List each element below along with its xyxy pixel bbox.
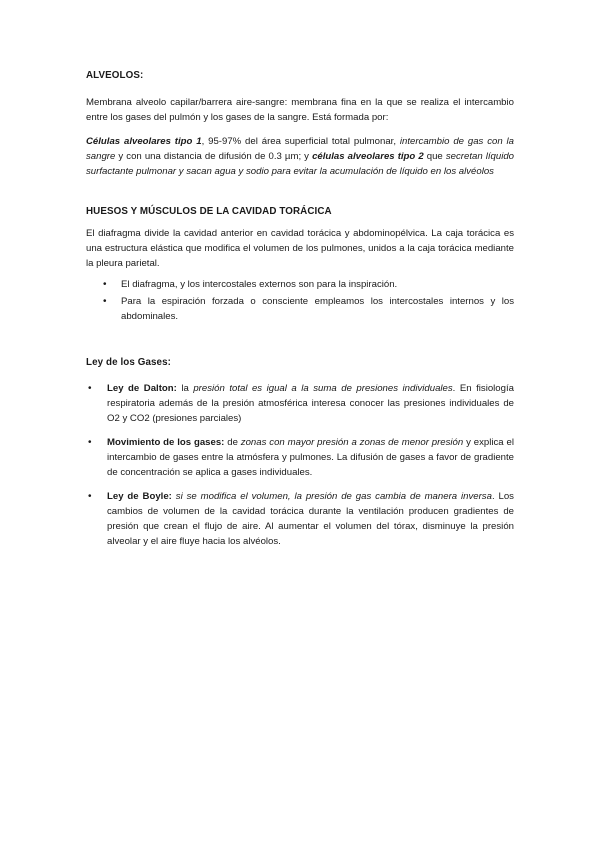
cell-type-1-term: Células alveolares tipo 1 — [86, 136, 202, 147]
ley-boyle-italic: si se modifica el volumen, la presión de gas cambia de manera inversa — [175, 491, 492, 502]
ley-dalton-text-c: . En fisiología respiratoria además de la presión atmosférica interesa conocer las presiones individuales de O2 y CO2 (presiones parciales) — [107, 383, 514, 424]
huesos-heading: HUESOS Y MÚSCULOS DE LA CAVIDAD TORÁCICA — [86, 206, 332, 217]
alveolos-p2-italic-2: secretan líquido surfactante pulmonar y sacan agua y sodio para evitar la acumulación de líquido en los alvéolos — [86, 151, 515, 177]
alveolos-paragraph-2 — [86, 134, 514, 179]
section-ley-gases — [86, 355, 514, 549]
list-item-movimiento-gases — [86, 435, 514, 480]
ley-dalton-text-a: la — [176, 383, 194, 394]
bullet-icon: • — [88, 383, 92, 394]
list-item-text: Para la espiración forzada o consciente empleamos los intercostales internos y los abdominales. — [121, 296, 514, 322]
list-item — [86, 277, 514, 292]
huesos-paragraph: El diafragma divide la cavidad anterior en cavidad torácica y abdominopélvica. La caja torácica es una estructura elástica que modifica el volumen de los pulmones, unidos a la caja torácica mediante la pleura parietal. — [86, 228, 514, 269]
movimiento-gases-italic: zonas con mayor presión a zonas de menor presión — [240, 437, 464, 448]
movimiento-gases-text-a: de — [224, 437, 241, 448]
bullet-icon: • — [88, 491, 92, 502]
list-item-text: El diafragma, y los intercostales externos son para la inspiración. — [121, 279, 398, 290]
section-huesos-musculos — [86, 204, 514, 324]
list-item-ley-boyle — [86, 489, 514, 549]
gases-bullet-list — [86, 381, 514, 549]
ley-boyle-term: Ley de Boyle: — [107, 491, 172, 502]
movimiento-gases-text-c: y explica el intercambio de gases entre la atmósfera y pulmones. La difusión de gases a favor de gradiente de concentración se aplica a gases individuales. — [107, 437, 514, 478]
alveolos-p2-italic-1: intercambio de gas con la sangre — [86, 136, 514, 162]
huesos-bullet-list — [86, 277, 514, 324]
cell-type-2-term: células alveolares tipo 2 — [312, 151, 424, 162]
alveolos-paragraph-1: Membrana alveolo capilar/barrera aire-sangre: membrana fina en la que se realiza el intercambio entre los gases del pulmón y los gases de la sangre. Está formada por: — [86, 97, 514, 123]
list-item-ley-dalton — [86, 381, 514, 426]
section-alveolos — [86, 68, 514, 179]
alveolos-p2-text-2: y con una distancia de difusión de 0.3 µm; y — [115, 151, 313, 162]
gases-heading: Ley de los Gases: — [86, 357, 172, 368]
bullet-icon: • — [88, 437, 92, 448]
list-item — [86, 294, 514, 324]
alveolos-p2-text-3: que — [423, 151, 446, 162]
ley-dalton-term: Ley de Dalton: — [107, 383, 177, 394]
bullet-icon: • — [103, 279, 107, 290]
ley-dalton-italic: presión total es igual a la suma de presiones individuales — [193, 383, 453, 394]
document-content — [86, 68, 514, 558]
alveolos-heading: ALVEOLOS: — [86, 70, 144, 81]
alveolos-p2-text-1: , 95-97% del área superficial total pulmonar, — [201, 136, 400, 147]
bullet-icon: • — [103, 296, 107, 307]
movimiento-gases-term: Movimiento de los gases: — [107, 437, 225, 448]
ley-boyle-text-c: . Los cambios de volumen de la cavidad torácica durante la ventilación producen gradientes de presión que crean el flujo de aire. Al aumentar el volumen del tórax, disminuye la presión alveolar y el aire fluye hacia los alvéolos. — [107, 491, 514, 547]
